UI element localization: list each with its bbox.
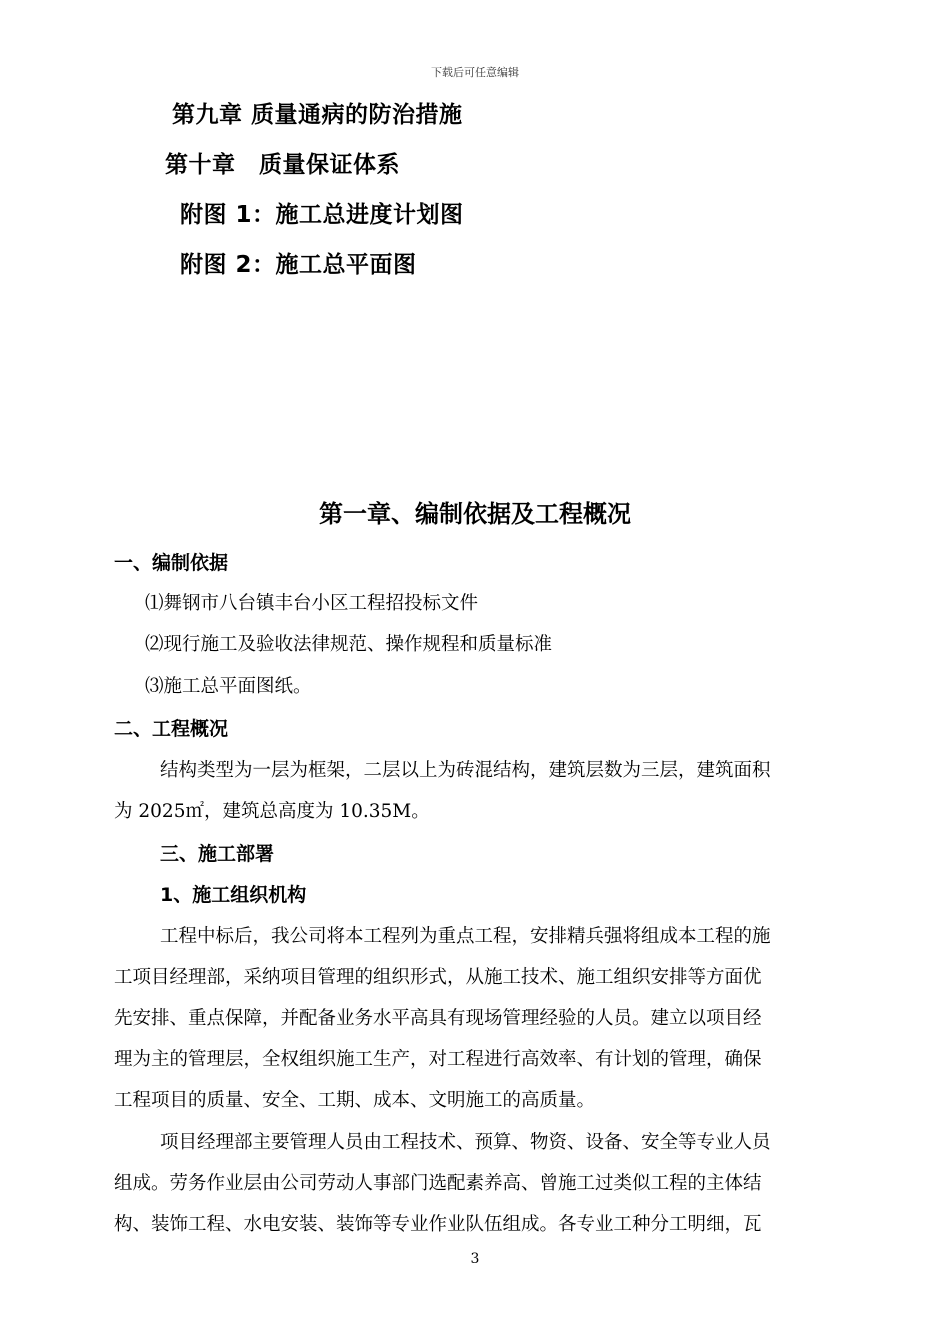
basis-item: ⑵现行施工及验收法律规范、操作规程和质量标准 [145,634,553,655]
basis-item: ⑴舞钢市八台镇丰台小区工程招投标文件 [145,593,479,614]
toc-item-appendix-1: 附图 1：施工总进度计划图 [180,202,464,228]
paragraph-line: 构、装饰工程、水电安装、装饰等专业作业队伍组成。各专业工种分工明细，瓦 [114,1214,762,1235]
chapter-title: 第一章、编制依据及工程概况 [319,500,631,528]
paragraph-line: 先安排、重点保障，并配备业务水平高具有现场管理经验的人员。建立以项目经 [114,1008,762,1029]
toc-item-chapter-10: 第十章 质量保证体系 [165,152,400,178]
basis-item: ⑶施工总平面图纸。 [145,676,312,697]
paragraph-line: 项目经理部主要管理人员由工程技术、预算、物资、设备、安全等专业人员 [160,1132,771,1153]
section-heading-basis: 一、编制依据 [114,552,229,574]
page-number: 3 [470,1251,480,1267]
paragraph-line: 工项目经理部，采纳项目管理的组织形式，从施工技术、施工组织安排等方面优 [114,967,762,988]
paragraph-line: 理为主的管理层，全权组织施工生产，对工程进行高效率、有计划的管理，确保 [114,1049,762,1070]
paragraph-line: 工程中标后，我公司将本工程列为重点工程，安排精兵强将组成本工程的施 [160,926,771,947]
toc-item-appendix-2: 附图 2：施工总平面图 [180,252,417,278]
paragraph-line: 工程项目的质量、安全、工期、成本、文明施工的高质量。 [114,1090,596,1111]
paragraph-line: 组成。劳务作业层由公司劳动人事部门选配素养高、曾施工过类似工程的主体结 [114,1173,762,1194]
section-heading-deployment: 三、施工部署 [160,843,275,865]
overview-line: 结构类型为一层为框架，二层以上为砖混结构，建筑层数为三层，建筑面积 [160,760,771,781]
subheading-organization: 1、施工组织机构 [160,884,307,906]
header-note: 下载后可任意编辑 [431,66,519,79]
toc-item-chapter-9: 第九章 质量通病的防治措施 [172,102,463,128]
section-heading-overview: 二、工程概况 [114,718,229,740]
overview-line: 为 2025㎡，建筑总高度为 10.35M。 [114,801,430,822]
